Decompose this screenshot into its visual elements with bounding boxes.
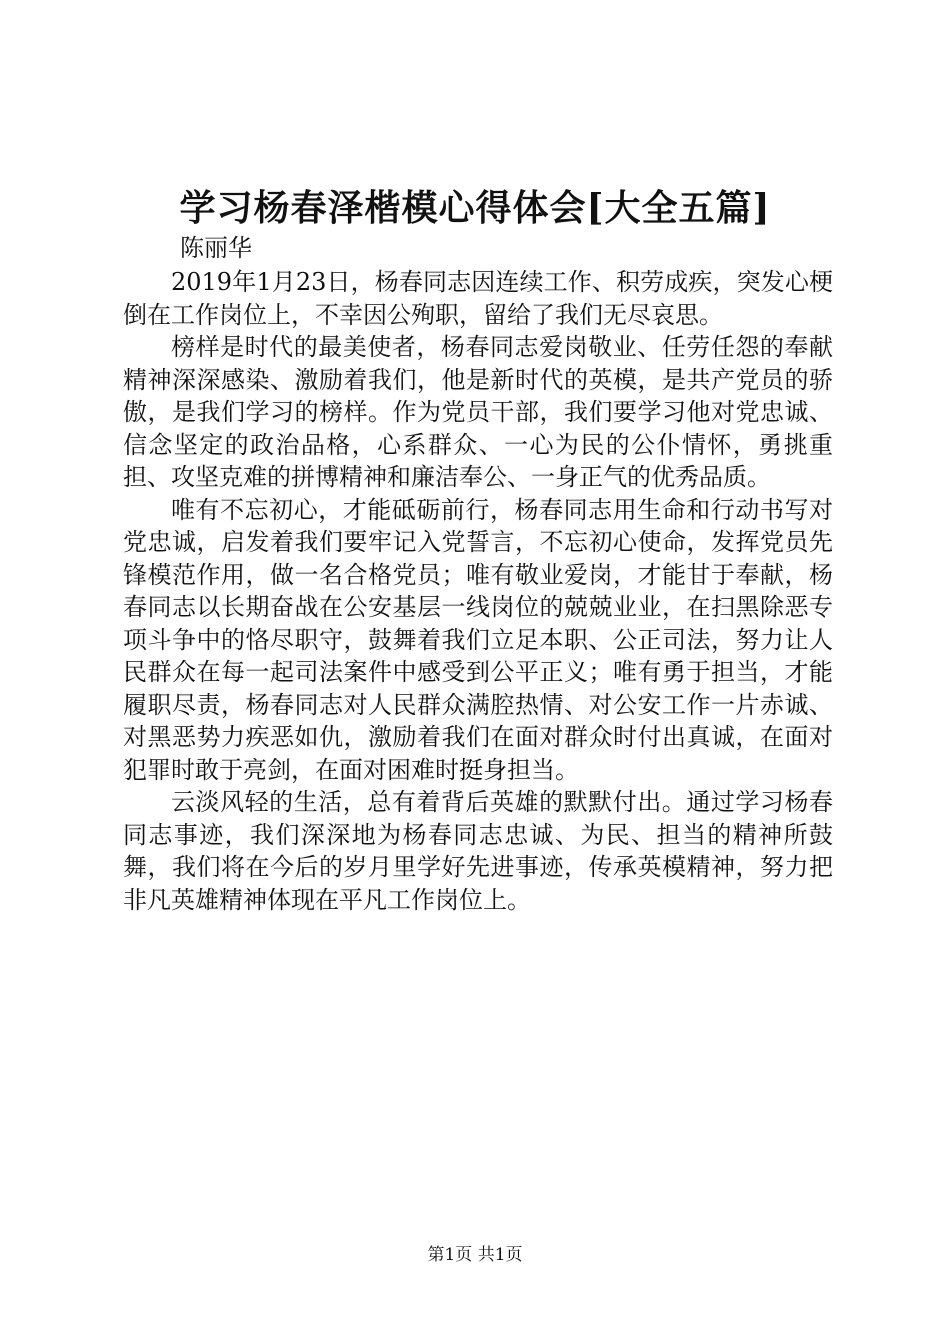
paragraph-2: 榜样是时代的最美使者，杨春同志爱岗敬业、任劳任怨的奉献精神深深感染、激励着我们，他是新时代的英模，是共产党员的骄傲，是我们学习的榜样。作为党员干部，我们要学习他对党忠诚、信念坚定的政治品格，心系群众、一心为民的公仆情怀，勇挑重担、攻坚克难的拼博精神和廉洁奉公、一身正气的优秀品质。 <box>123 333 833 491</box>
paragraph-3: 唯有不忘初心，才能砥砺前行，杨春同志用生命和行动书写对党忠诚，启发着我们要牢记入党誓言，不忘初心使命，发挥党员先锋模范作用，做一名合格党员；唯有敬业爱岗，才能甘于奉献，杨春同志以长期奋战在公安基层一线岗位的兢兢业业，在扫黑除恶专项斗争中的恪尽职守，鼓舞着我们立足本职、公正司法，努力让人民群众在每一起司法案件中感受到公平正义；唯有勇于担当，才能履职尽责，杨春同志对人民群众满腔热情、对公安工作一片赤诚、对黑恶势力疾恶如仇，激励着我们在面对群众时付出真诚，在面对犯罪时敢于亮剑，在面对困难时挺身担当。 <box>123 495 833 784</box>
paragraph-4: 云淡风轻的生活，总有着背后英雄的默默付出。通过学习杨春同志事迹，我们深深地为杨春同志忠诚、为民、担当的精神所鼓舞，我们将在今后的岁月里学好先进事迹，传承英模精神，努力把非凡英雄精神体现在平凡工作岗位上。 <box>123 788 833 914</box>
document-title: 学习杨春泽楷模心得体会[大全五篇] <box>179 187 771 229</box>
author-name: 陈丽华 <box>180 234 252 262</box>
document-body <box>123 266 833 916</box>
page-footer: 第1页 共1页 <box>427 1245 523 1265</box>
paragraph-1: 2019年1月23日，杨春同志因连续工作、积劳成疾，突发心梗倒在工作岗位上，不幸因公殉职，留给了我们无尽哀思。 <box>123 268 833 329</box>
